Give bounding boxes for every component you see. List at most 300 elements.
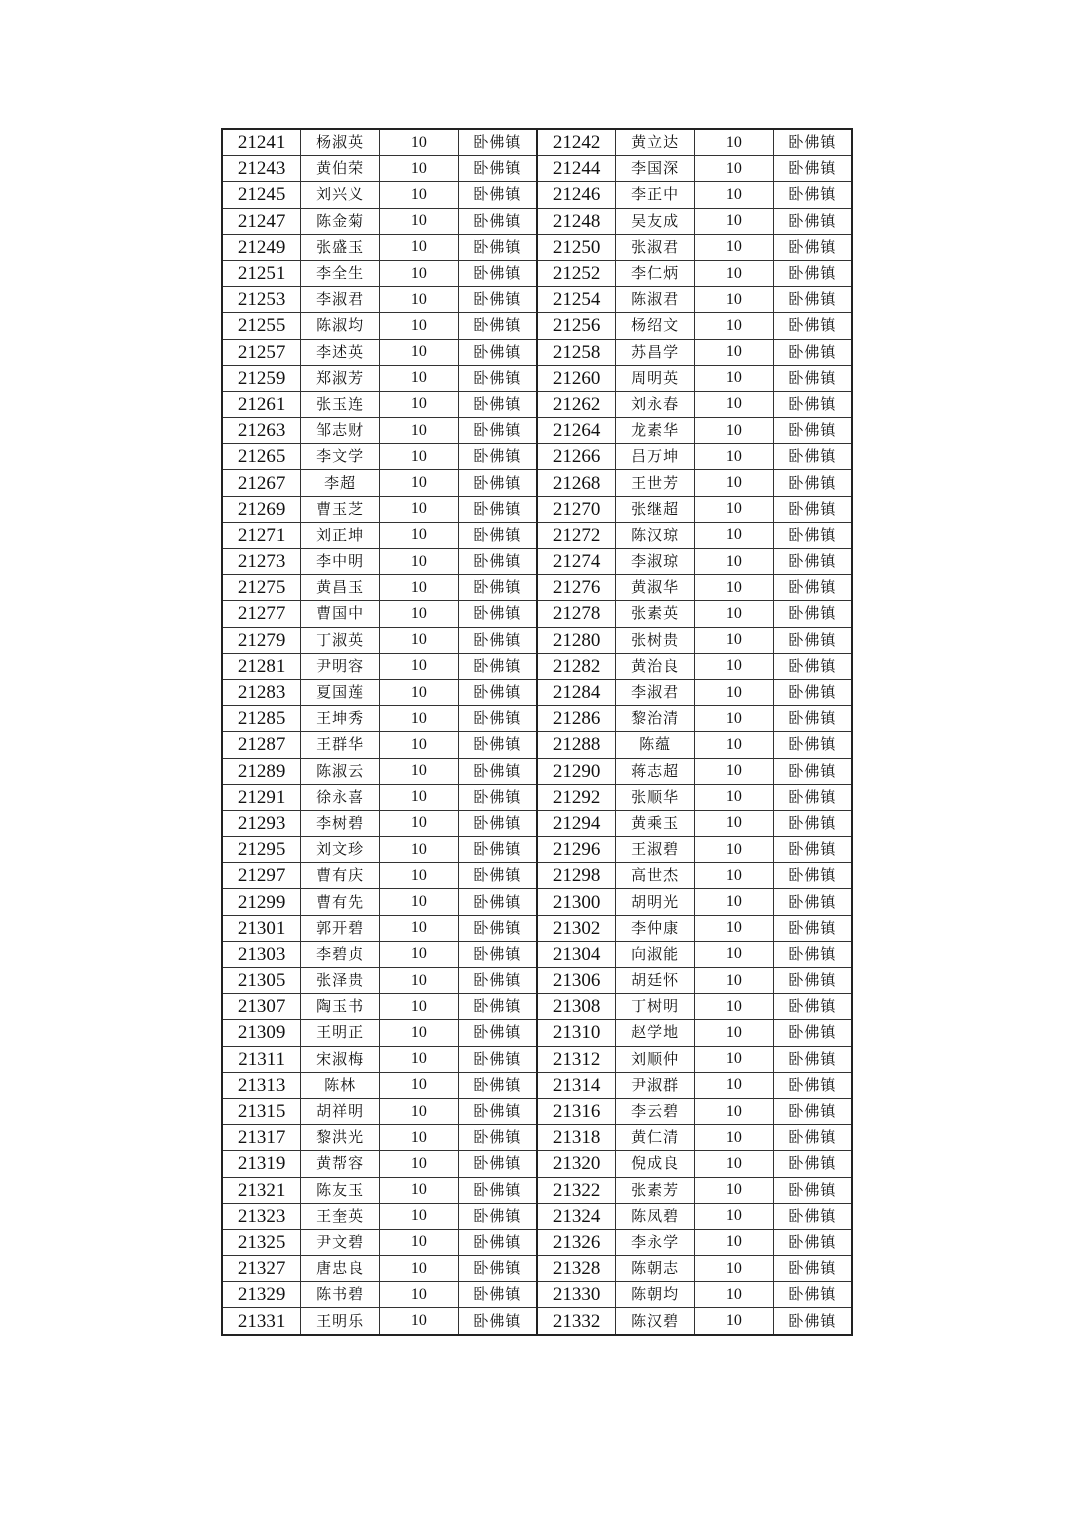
town-cell: 卧佛镇: [773, 391, 852, 417]
table-row: [222, 627, 852, 653]
record-number-cell: 21317: [222, 1125, 301, 1151]
town-cell: 卧佛镇: [773, 1282, 852, 1308]
points-cell: 10: [380, 968, 459, 994]
town-cell: 卧佛镇: [773, 182, 852, 208]
roster-table: [221, 128, 853, 1336]
points-cell: 10: [695, 810, 774, 836]
name-cell: 陈书碧: [301, 1282, 380, 1308]
town-cell: 卧佛镇: [773, 968, 852, 994]
points-cell: 10: [695, 1308, 774, 1335]
record-number-cell: 21294: [537, 810, 616, 836]
points-cell: 10: [380, 418, 459, 444]
town-cell: 卧佛镇: [773, 575, 852, 601]
town-cell: 卧佛镇: [773, 837, 852, 863]
record-number-cell: 21284: [537, 679, 616, 705]
town-cell: 卧佛镇: [773, 732, 852, 758]
record-number-cell: 21255: [222, 313, 301, 339]
table-row: [222, 1020, 852, 1046]
table-row: [222, 758, 852, 784]
points-cell: 10: [695, 129, 774, 156]
record-number-cell: 21302: [537, 915, 616, 941]
name-cell: 李碧贞: [301, 941, 380, 967]
name-cell: 张盛玉: [301, 234, 380, 260]
record-number-cell: 21286: [537, 706, 616, 732]
points-cell: 10: [380, 941, 459, 967]
town-cell: 卧佛镇: [773, 1151, 852, 1177]
table-row: [222, 339, 852, 365]
town-cell: 卧佛镇: [458, 810, 537, 836]
points-cell: 10: [695, 234, 774, 260]
name-cell: 胡祥明: [301, 1098, 380, 1124]
town-cell: 卧佛镇: [773, 444, 852, 470]
name-cell: 曹有先: [301, 889, 380, 915]
record-number-cell: 21274: [537, 549, 616, 575]
points-cell: 10: [695, 1229, 774, 1255]
record-number-cell: 21242: [537, 129, 616, 156]
record-number-cell: 21292: [537, 784, 616, 810]
points-cell: 10: [380, 470, 459, 496]
record-number-cell: 21289: [222, 758, 301, 784]
town-cell: 卧佛镇: [773, 1125, 852, 1151]
table-row: [222, 129, 852, 156]
points-cell: 10: [380, 810, 459, 836]
table-row: [222, 522, 852, 548]
points-cell: 10: [695, 837, 774, 863]
name-cell: 王世芳: [616, 470, 695, 496]
name-cell: 曹国中: [301, 601, 380, 627]
table-row: [222, 182, 852, 208]
name-cell: 陈蕴: [616, 732, 695, 758]
name-cell: 倪成良: [616, 1151, 695, 1177]
name-cell: 黄乘玉: [616, 810, 695, 836]
record-number-cell: 21243: [222, 156, 301, 182]
points-cell: 10: [380, 627, 459, 653]
town-cell: 卧佛镇: [458, 784, 537, 810]
town-cell: 卧佛镇: [458, 339, 537, 365]
points-cell: 10: [380, 208, 459, 234]
name-cell: 杨淑英: [301, 129, 380, 156]
points-cell: 10: [380, 339, 459, 365]
town-cell: 卧佛镇: [458, 732, 537, 758]
record-number-cell: 21314: [537, 1072, 616, 1098]
points-cell: 10: [380, 549, 459, 575]
table-row: [222, 496, 852, 522]
town-cell: 卧佛镇: [458, 156, 537, 182]
table-row: [222, 732, 852, 758]
town-cell: 卧佛镇: [458, 601, 537, 627]
points-cell: 10: [380, 706, 459, 732]
record-number-cell: 21282: [537, 653, 616, 679]
record-number-cell: 21295: [222, 837, 301, 863]
record-number-cell: 21307: [222, 994, 301, 1020]
town-cell: 卧佛镇: [458, 837, 537, 863]
points-cell: 10: [695, 496, 774, 522]
town-cell: 卧佛镇: [773, 470, 852, 496]
town-cell: 卧佛镇: [773, 522, 852, 548]
record-number-cell: 21273: [222, 549, 301, 575]
record-number-cell: 21321: [222, 1177, 301, 1203]
name-cell: 李述英: [301, 339, 380, 365]
record-number-cell: 21261: [222, 391, 301, 417]
name-cell: 杨绍文: [616, 313, 695, 339]
points-cell: 10: [695, 601, 774, 627]
record-number-cell: 21285: [222, 706, 301, 732]
name-cell: 丁树明: [616, 994, 695, 1020]
name-cell: 李永学: [616, 1229, 695, 1255]
record-number-cell: 21254: [537, 287, 616, 313]
table-row: [222, 1046, 852, 1072]
table-row: [222, 365, 852, 391]
record-number-cell: 21260: [537, 365, 616, 391]
points-cell: 10: [695, 889, 774, 915]
record-number-cell: 21252: [537, 260, 616, 286]
town-cell: 卧佛镇: [773, 941, 852, 967]
points-cell: 10: [380, 156, 459, 182]
town-cell: 卧佛镇: [458, 365, 537, 391]
points-cell: 10: [380, 863, 459, 889]
record-number-cell: 21258: [537, 339, 616, 365]
points-cell: 10: [380, 758, 459, 784]
points-cell: 10: [380, 182, 459, 208]
record-number-cell: 21280: [537, 627, 616, 653]
town-cell: 卧佛镇: [773, 234, 852, 260]
record-number-cell: 21324: [537, 1203, 616, 1229]
name-cell: 李文学: [301, 444, 380, 470]
town-cell: 卧佛镇: [458, 941, 537, 967]
name-cell: 陶玉书: [301, 994, 380, 1020]
record-number-cell: 21305: [222, 968, 301, 994]
points-cell: 10: [380, 1046, 459, 1072]
name-cell: 吴友成: [616, 208, 695, 234]
record-number-cell: 21256: [537, 313, 616, 339]
town-cell: 卧佛镇: [458, 418, 537, 444]
record-number-cell: 21322: [537, 1177, 616, 1203]
table-row: [222, 706, 852, 732]
name-cell: 张泽贵: [301, 968, 380, 994]
name-cell: 张素芳: [616, 1177, 695, 1203]
points-cell: 10: [695, 968, 774, 994]
name-cell: 陈淑君: [616, 287, 695, 313]
name-cell: 刘顺仲: [616, 1046, 695, 1072]
town-cell: 卧佛镇: [773, 287, 852, 313]
town-cell: 卧佛镇: [458, 575, 537, 601]
table-row: [222, 968, 852, 994]
record-number-cell: 21304: [537, 941, 616, 967]
record-number-cell: 21266: [537, 444, 616, 470]
points-cell: 10: [695, 1072, 774, 1098]
table-row: [222, 837, 852, 863]
town-cell: 卧佛镇: [458, 208, 537, 234]
name-cell: 陈淑云: [301, 758, 380, 784]
name-cell: 黄昌玉: [301, 575, 380, 601]
points-cell: 10: [380, 915, 459, 941]
name-cell: 张顺华: [616, 784, 695, 810]
record-number-cell: 21279: [222, 627, 301, 653]
points-cell: 10: [695, 1177, 774, 1203]
name-cell: 李树碧: [301, 810, 380, 836]
table-row: [222, 941, 852, 967]
town-cell: 卧佛镇: [458, 1308, 537, 1335]
record-number-cell: 21313: [222, 1072, 301, 1098]
points-cell: 10: [695, 863, 774, 889]
record-number-cell: 21330: [537, 1282, 616, 1308]
record-number-cell: 21277: [222, 601, 301, 627]
record-number-cell: 21250: [537, 234, 616, 260]
town-cell: 卧佛镇: [458, 889, 537, 915]
points-cell: 10: [380, 1203, 459, 1229]
name-cell: 刘永春: [616, 391, 695, 417]
points-cell: 10: [695, 418, 774, 444]
name-cell: 胡明光: [616, 889, 695, 915]
table-row: [222, 601, 852, 627]
table-row: [222, 1177, 852, 1203]
town-cell: 卧佛镇: [458, 522, 537, 548]
points-cell: 10: [695, 1125, 774, 1151]
points-cell: 10: [695, 1046, 774, 1072]
table-row: [222, 575, 852, 601]
record-number-cell: 21283: [222, 679, 301, 705]
name-cell: 黄立达: [616, 129, 695, 156]
name-cell: 黄帮容: [301, 1151, 380, 1177]
table-row: [222, 313, 852, 339]
name-cell: 苏昌学: [616, 339, 695, 365]
record-number-cell: 21253: [222, 287, 301, 313]
table-row: [222, 994, 852, 1020]
record-number-cell: 21245: [222, 182, 301, 208]
name-cell: 赵学地: [616, 1020, 695, 1046]
town-cell: 卧佛镇: [458, 627, 537, 653]
record-number-cell: 21276: [537, 575, 616, 601]
town-cell: 卧佛镇: [458, 444, 537, 470]
name-cell: 李正中: [616, 182, 695, 208]
town-cell: 卧佛镇: [773, 758, 852, 784]
town-cell: 卧佛镇: [458, 915, 537, 941]
record-number-cell: 21241: [222, 129, 301, 156]
table-row: [222, 234, 852, 260]
name-cell: 陈汉碧: [616, 1308, 695, 1335]
town-cell: 卧佛镇: [773, 129, 852, 156]
record-number-cell: 21248: [537, 208, 616, 234]
town-cell: 卧佛镇: [458, 182, 537, 208]
points-cell: 10: [695, 653, 774, 679]
record-number-cell: 21270: [537, 496, 616, 522]
record-number-cell: 21310: [537, 1020, 616, 1046]
record-number-cell: 21309: [222, 1020, 301, 1046]
name-cell: 曹有庆: [301, 863, 380, 889]
points-cell: 10: [380, 129, 459, 156]
town-cell: 卧佛镇: [458, 549, 537, 575]
name-cell: 曹玉芝: [301, 496, 380, 522]
town-cell: 卧佛镇: [458, 1203, 537, 1229]
town-cell: 卧佛镇: [458, 994, 537, 1020]
town-cell: 卧佛镇: [773, 1256, 852, 1282]
town-cell: 卧佛镇: [773, 365, 852, 391]
record-number-cell: 21296: [537, 837, 616, 863]
points-cell: 10: [380, 1256, 459, 1282]
table-row: [222, 1203, 852, 1229]
points-cell: 10: [380, 1282, 459, 1308]
table-row: [222, 470, 852, 496]
points-cell: 10: [380, 1308, 459, 1335]
points-cell: 10: [380, 679, 459, 705]
points-cell: 10: [695, 1020, 774, 1046]
points-cell: 10: [695, 313, 774, 339]
name-cell: 徐永喜: [301, 784, 380, 810]
town-cell: 卧佛镇: [773, 1203, 852, 1229]
points-cell: 10: [380, 234, 459, 260]
town-cell: 卧佛镇: [458, 653, 537, 679]
record-number-cell: 21263: [222, 418, 301, 444]
town-cell: 卧佛镇: [773, 1308, 852, 1335]
points-cell: 10: [695, 1098, 774, 1124]
points-cell: 10: [695, 994, 774, 1020]
points-cell: 10: [695, 627, 774, 653]
points-cell: 10: [380, 601, 459, 627]
points-cell: 10: [695, 915, 774, 941]
points-cell: 10: [380, 365, 459, 391]
name-cell: 黄伯荣: [301, 156, 380, 182]
roster-body: [222, 129, 852, 1335]
record-number-cell: 21312: [537, 1046, 616, 1072]
points-cell: 10: [380, 653, 459, 679]
town-cell: 卧佛镇: [773, 260, 852, 286]
name-cell: 李超: [301, 470, 380, 496]
points-cell: 10: [380, 732, 459, 758]
record-number-cell: 21265: [222, 444, 301, 470]
points-cell: 10: [380, 1151, 459, 1177]
points-cell: 10: [695, 365, 774, 391]
name-cell: 王明乐: [301, 1308, 380, 1335]
town-cell: 卧佛镇: [773, 653, 852, 679]
record-number-cell: 21268: [537, 470, 616, 496]
record-number-cell: 21246: [537, 182, 616, 208]
town-cell: 卧佛镇: [773, 601, 852, 627]
table-row: [222, 1282, 852, 1308]
town-cell: 卧佛镇: [458, 470, 537, 496]
name-cell: 王明正: [301, 1020, 380, 1046]
name-cell: 陈金菊: [301, 208, 380, 234]
points-cell: 10: [695, 1256, 774, 1282]
town-cell: 卧佛镇: [458, 391, 537, 417]
table-row: [222, 208, 852, 234]
record-number-cell: 21328: [537, 1256, 616, 1282]
town-cell: 卧佛镇: [458, 1177, 537, 1203]
name-cell: 李全生: [301, 260, 380, 286]
table-row: [222, 810, 852, 836]
points-cell: 10: [695, 732, 774, 758]
table-row: [222, 1072, 852, 1098]
town-cell: 卧佛镇: [773, 156, 852, 182]
name-cell: 李仁炳: [616, 260, 695, 286]
town-cell: 卧佛镇: [773, 549, 852, 575]
points-cell: 10: [380, 837, 459, 863]
record-number-cell: 21301: [222, 915, 301, 941]
name-cell: 陈凤碧: [616, 1203, 695, 1229]
town-cell: 卧佛镇: [458, 129, 537, 156]
record-number-cell: 21262: [537, 391, 616, 417]
record-number-cell: 21318: [537, 1125, 616, 1151]
points-cell: 10: [380, 994, 459, 1020]
town-cell: 卧佛镇: [458, 1125, 537, 1151]
name-cell: 陈友玉: [301, 1177, 380, 1203]
town-cell: 卧佛镇: [773, 1177, 852, 1203]
record-number-cell: 21323: [222, 1203, 301, 1229]
record-number-cell: 21300: [537, 889, 616, 915]
points-cell: 10: [380, 1020, 459, 1046]
points-cell: 10: [695, 287, 774, 313]
table-row: [222, 1151, 852, 1177]
name-cell: 夏国莲: [301, 679, 380, 705]
name-cell: 王群华: [301, 732, 380, 758]
name-cell: 李国深: [616, 156, 695, 182]
table-row: [222, 784, 852, 810]
points-cell: 10: [380, 575, 459, 601]
name-cell: 刘文珍: [301, 837, 380, 863]
town-cell: 卧佛镇: [773, 994, 852, 1020]
record-number-cell: 21293: [222, 810, 301, 836]
town-cell: 卧佛镇: [773, 418, 852, 444]
record-number-cell: 21290: [537, 758, 616, 784]
record-number-cell: 21257: [222, 339, 301, 365]
points-cell: 10: [695, 1282, 774, 1308]
record-number-cell: 21298: [537, 863, 616, 889]
points-cell: 10: [380, 313, 459, 339]
points-cell: 10: [695, 575, 774, 601]
town-cell: 卧佛镇: [773, 496, 852, 522]
town-cell: 卧佛镇: [458, 863, 537, 889]
town-cell: 卧佛镇: [458, 496, 537, 522]
points-cell: 10: [695, 208, 774, 234]
record-number-cell: 21320: [537, 1151, 616, 1177]
table-row: [222, 287, 852, 313]
town-cell: 卧佛镇: [458, 1072, 537, 1098]
name-cell: 蒋志超: [616, 758, 695, 784]
town-cell: 卧佛镇: [773, 313, 852, 339]
name-cell: 张淑君: [616, 234, 695, 260]
town-cell: 卧佛镇: [773, 1046, 852, 1072]
town-cell: 卧佛镇: [773, 1229, 852, 1255]
points-cell: 10: [695, 339, 774, 365]
name-cell: 王奎英: [301, 1203, 380, 1229]
name-cell: 尹明容: [301, 653, 380, 679]
town-cell: 卧佛镇: [773, 810, 852, 836]
record-number-cell: 21315: [222, 1098, 301, 1124]
points-cell: 10: [380, 784, 459, 810]
table-row: [222, 1308, 852, 1335]
points-cell: 10: [380, 260, 459, 286]
points-cell: 10: [695, 758, 774, 784]
record-number-cell: 21244: [537, 156, 616, 182]
town-cell: 卧佛镇: [458, 1229, 537, 1255]
name-cell: 宋淑梅: [301, 1046, 380, 1072]
points-cell: 10: [380, 1098, 459, 1124]
town-cell: 卧佛镇: [458, 234, 537, 260]
name-cell: 黎治清: [616, 706, 695, 732]
record-number-cell: 21291: [222, 784, 301, 810]
town-cell: 卧佛镇: [773, 784, 852, 810]
points-cell: 10: [380, 889, 459, 915]
town-cell: 卧佛镇: [773, 208, 852, 234]
table-row: [222, 1256, 852, 1282]
table-row: [222, 391, 852, 417]
name-cell: 张玉连: [301, 391, 380, 417]
record-number-cell: 21332: [537, 1308, 616, 1335]
record-number-cell: 21303: [222, 941, 301, 967]
town-cell: 卧佛镇: [458, 260, 537, 286]
record-number-cell: 21275: [222, 575, 301, 601]
points-cell: 10: [695, 444, 774, 470]
town-cell: 卧佛镇: [458, 1098, 537, 1124]
